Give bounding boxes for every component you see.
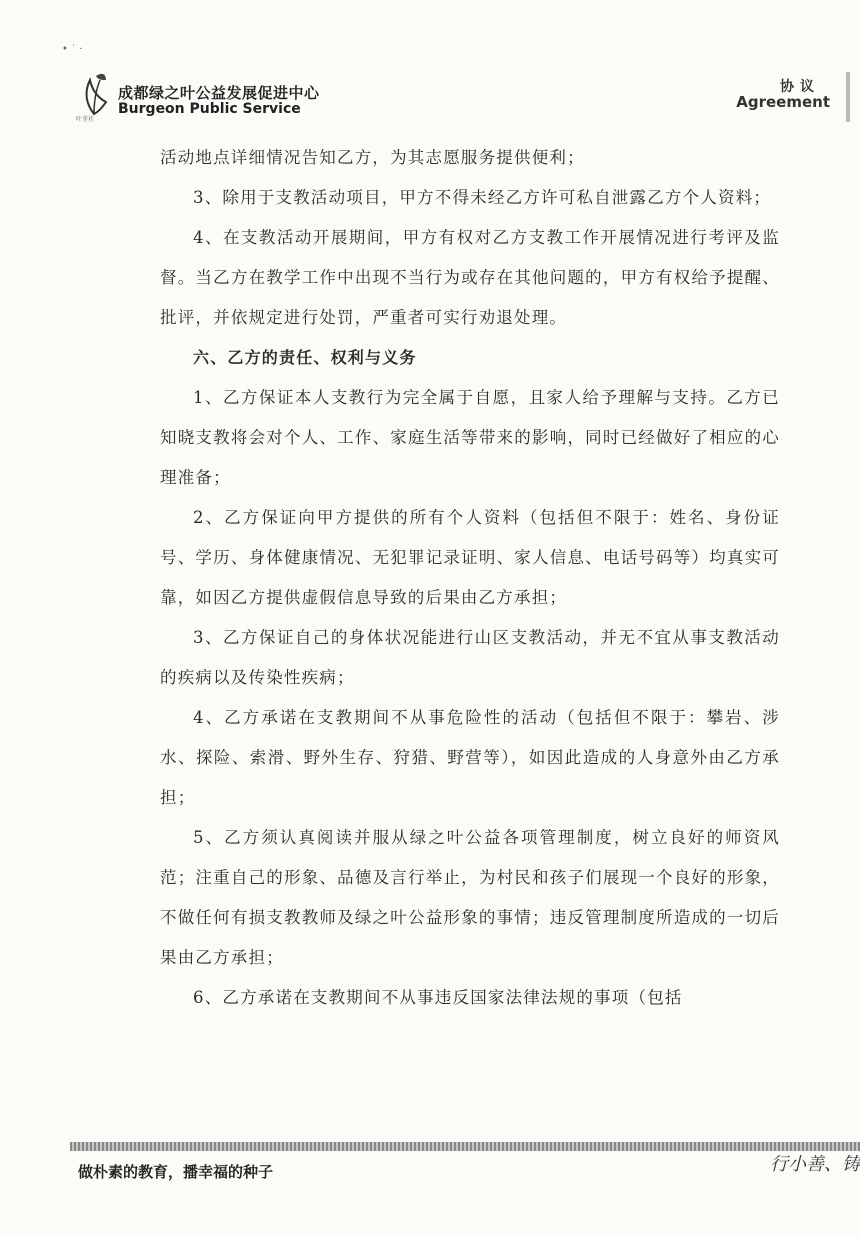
paragraph-continuation: 活动地点详细情况告知乙方，为其志愿服务提供便利； — [160, 148, 585, 167]
scan-edge-mark — [846, 72, 850, 122]
footer-divider — [70, 1142, 860, 1151]
document-type-cn: 协议 — [780, 79, 820, 95]
paragraph-item-4b: 4、乙方承诺在支教期间不从事危险性的活动（包括但不限于：攀岩、涉水、探险、索滑、野外生存、狩猎、野营等），如因此造成的人身意外由乙方承担； — [160, 708, 780, 807]
document-body — [160, 138, 780, 1018]
footer-slogan: 做朴素的教育，播幸福的种子 — [78, 1163, 274, 1181]
logo-caption: 叶芽社 — [76, 116, 95, 123]
scan-specks: • ˙ · — [62, 44, 83, 55]
paragraph-item-3b: 3、乙方保证自己的身体状况能进行山区支教活动，并无不宜从事支教活动的疾病以及传染性疾病； — [160, 628, 780, 687]
paragraph-item-2: 2、乙方保证向甲方提供的所有个人资料（包括但不限于：姓名、身份证号、学历、身体健康情况、无犯罪记录证明、家人信息、电话号码等）均真实可靠，如因乙方提供虚假信息导致的后果由乙方承担； — [160, 508, 780, 607]
document-type-en: Agreement — [736, 93, 830, 111]
paragraph-item-3: 3、除用于支教活动项目，甲方不得未经乙方许可私自泄露乙方个人资料； — [193, 188, 772, 207]
organization-name-cn: 成都绿之叶公益发展促进中心 — [118, 84, 320, 102]
paragraph-item-4: 4、在支教活动开展期间，甲方有权对乙方支教工作开展情况进行考评及监督。当乙方在教学工作中出现不当行为或存在其他问题的，甲方有权给予提醒、批评，并依规定进行处罚，严重者可实行劝退处理。 — [160, 228, 780, 327]
organization-name-en: Burgeon Public Service — [118, 101, 301, 117]
paragraph-item-5: 5、乙方须认真阅读并服从绿之叶公益各项管理制度，树立良好的师资风范；注重自己的形象、品德及言行举止，为村民和孩子们展现一个良好的形象，不做任何有损支教教师及绿之叶公益形象的事情；违反管理制度所造成的一切后果由乙方承担； — [160, 828, 780, 967]
handwritten-signature: 行小善、铸 — [770, 1154, 860, 1175]
section-heading: 六、乙方的责任、权利与义务 — [193, 348, 417, 367]
paragraph-item-1: 1、乙方保证本人支教行为完全属于自愿，且家人给予理解与支持。乙方已知晓支教将会对个人、工作、家庭生活等带来的影响，同时已经做好了相应的心理准备； — [160, 388, 780, 487]
paragraph-item-6: 6、乙方承诺在支教期间不从事违反国家法律法规的事项（包括 — [193, 988, 683, 1007]
page-header — [0, 0, 860, 130]
